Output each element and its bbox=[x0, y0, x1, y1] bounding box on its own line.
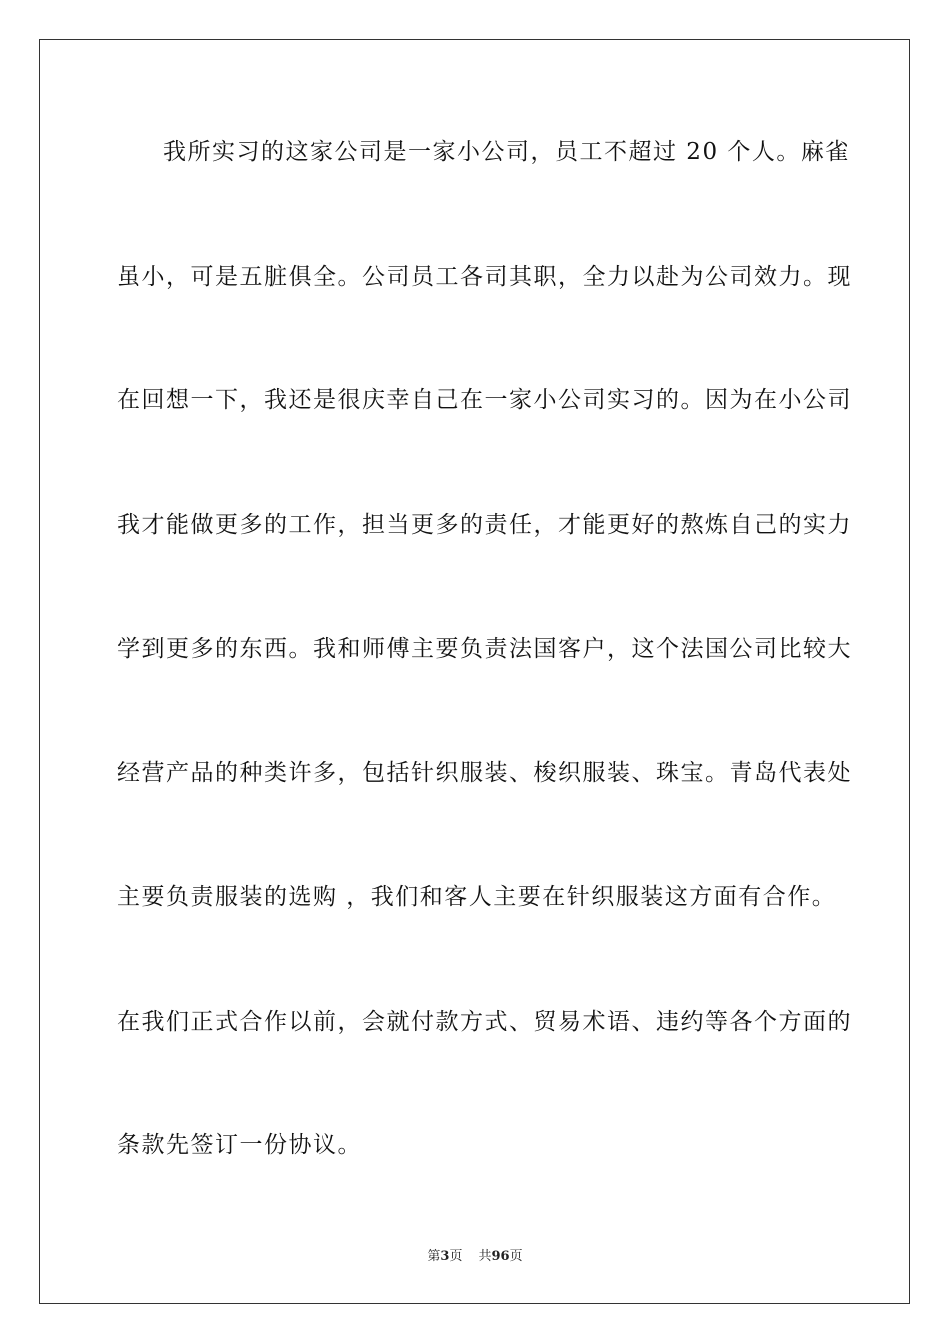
paragraph-line: 在回想一下，我还是很庆幸自己在一家小公司实习的。因为在小公司 bbox=[117, 387, 852, 413]
paragraph-line: 条款先签订一份协议。 bbox=[117, 1132, 362, 1158]
page-suffix: 页 bbox=[449, 1249, 463, 1264]
page-prefix: 第 bbox=[427, 1249, 441, 1264]
paragraph-line: 我所实习的这家公司是一家小公司，员工不超过 20 个人。麻雀 bbox=[163, 139, 850, 165]
paragraph-line: 经营产品的种类许多，包括针织服装、梭织服装、珠宝。青岛代表处 bbox=[117, 760, 852, 786]
current-page-number: 3 bbox=[440, 1249, 450, 1264]
paragraph-line: 在我们正式合作以前，会就付款方式、贸易术语、违约等各个方面的 bbox=[117, 1009, 852, 1035]
paragraph-line: 学到更多的东西。我和师傅主要负责法国客户，这个法国公司比较大 bbox=[117, 636, 852, 662]
page-border bbox=[39, 39, 910, 1304]
paragraph-line: 虽小，可是五脏俱全。公司员工各司其职，全力以赴为公司效力。现 bbox=[117, 264, 852, 290]
paragraph-line: 主要负责服装的选购 ，我们和客人主要在针织服装这方面有合作。 bbox=[117, 884, 837, 910]
page-footer bbox=[0, 1248, 950, 1266]
total-pages-number: 96 bbox=[491, 1249, 510, 1264]
total-suffix: 页 bbox=[509, 1249, 523, 1264]
total-prefix: 共 bbox=[478, 1249, 492, 1264]
paragraph-line: 我才能做更多的工作，担当更多的责任，才能更好的熬炼自己的实力 bbox=[117, 512, 852, 538]
